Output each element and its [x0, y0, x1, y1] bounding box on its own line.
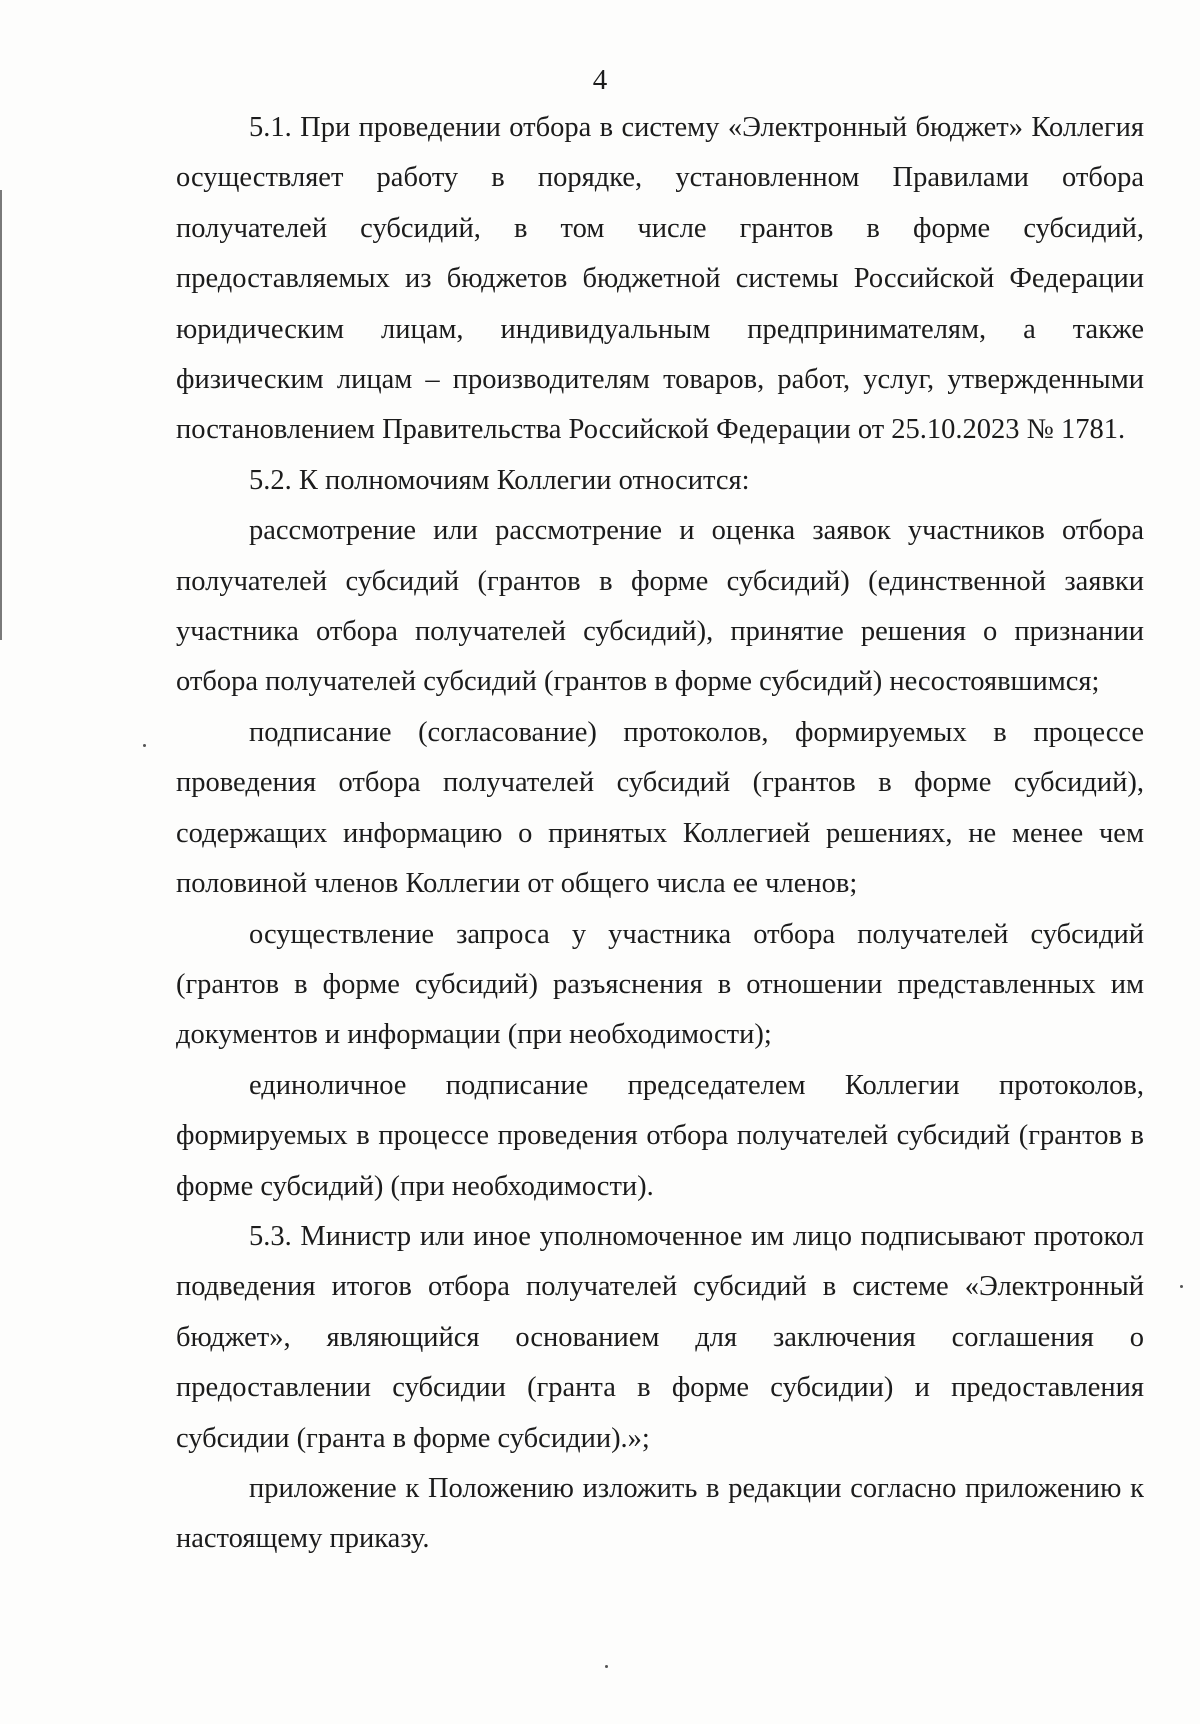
- paragraph-request-clarification: осуществление запроса у участника отбора получателей субсидий (грантов в форме субсидий) разъяснения в отношении представленных им документов и информации (при необходимости);: [176, 918, 1144, 1051]
- paragraph-sign-protocols: подписание (согласование) протоколов, формируемых в процессе проведения отбора получателей субсидий (грантов в форме субсидий), содержащих информацию о принятых Коллегией решениях, не менее чем половиной членов Коллегии от общего числа ее членов;: [176, 716, 1144, 900]
- paragraph-5-1: 5.1. При проведении отбора в систему «Электронный бюджет» Коллегия осуществляет работу в порядке, установленном Правилами отбора получателей субсидий, в том числе грантов в форме субсидий, предоставляемых из бюджетов бюджетной системы Российской Федерации юридическим лицам, индивидуальным предпринимателям, а также физическим лицам – производителям товаров, работ, услуг, утвержденными постановлением Правительства Российской Федерации от 25.10.2023 № 1781.: [176, 112, 1144, 446]
- scan-speck: [605, 1665, 608, 1668]
- paragraph-review-applications: рассмотрение или рассмотрение и оценка заявок участников отбора получателей субсидий (грантов в форме субсидий) (единственной заявки участника отбора получателей субсидий), принятие решения о признании отбора получателей субсидий (грантов в форме субсидий) несостоявшимся;: [176, 515, 1144, 698]
- paragraph-5-2-heading: 5.2. К полномочиям Коллегии относится:: [249, 464, 750, 496]
- paragraph-appendix: приложение к Положению изложить в редакции согласно приложению к настоящему приказу.: [176, 1472, 1144, 1555]
- scan-speck: [143, 744, 146, 747]
- page-number: 4: [592, 64, 608, 96]
- scan-speck: [1180, 1285, 1183, 1288]
- scan-edge-shadow: [0, 190, 2, 640]
- paragraph-5-3: 5.3. Министр или иное уполномоченное им лицо подписывают протокол подведения итогов отбора получателей субсидий в системе «Электронный бюджет», являющийся основанием для заключения соглашения о предоставлении субсидии (гранта в форме субсидии) и предоставления субсидии (гранта в форме субсидии).»;: [176, 1220, 1144, 1454]
- paragraph-chairman-signing: единоличное подписание председателем Коллегии протоколов, формируемых в процессе проведения отбора получателей субсидий (грантов в форме субсидий) (при необходимости).: [176, 1069, 1144, 1202]
- document-body: [176, 103, 1144, 1565]
